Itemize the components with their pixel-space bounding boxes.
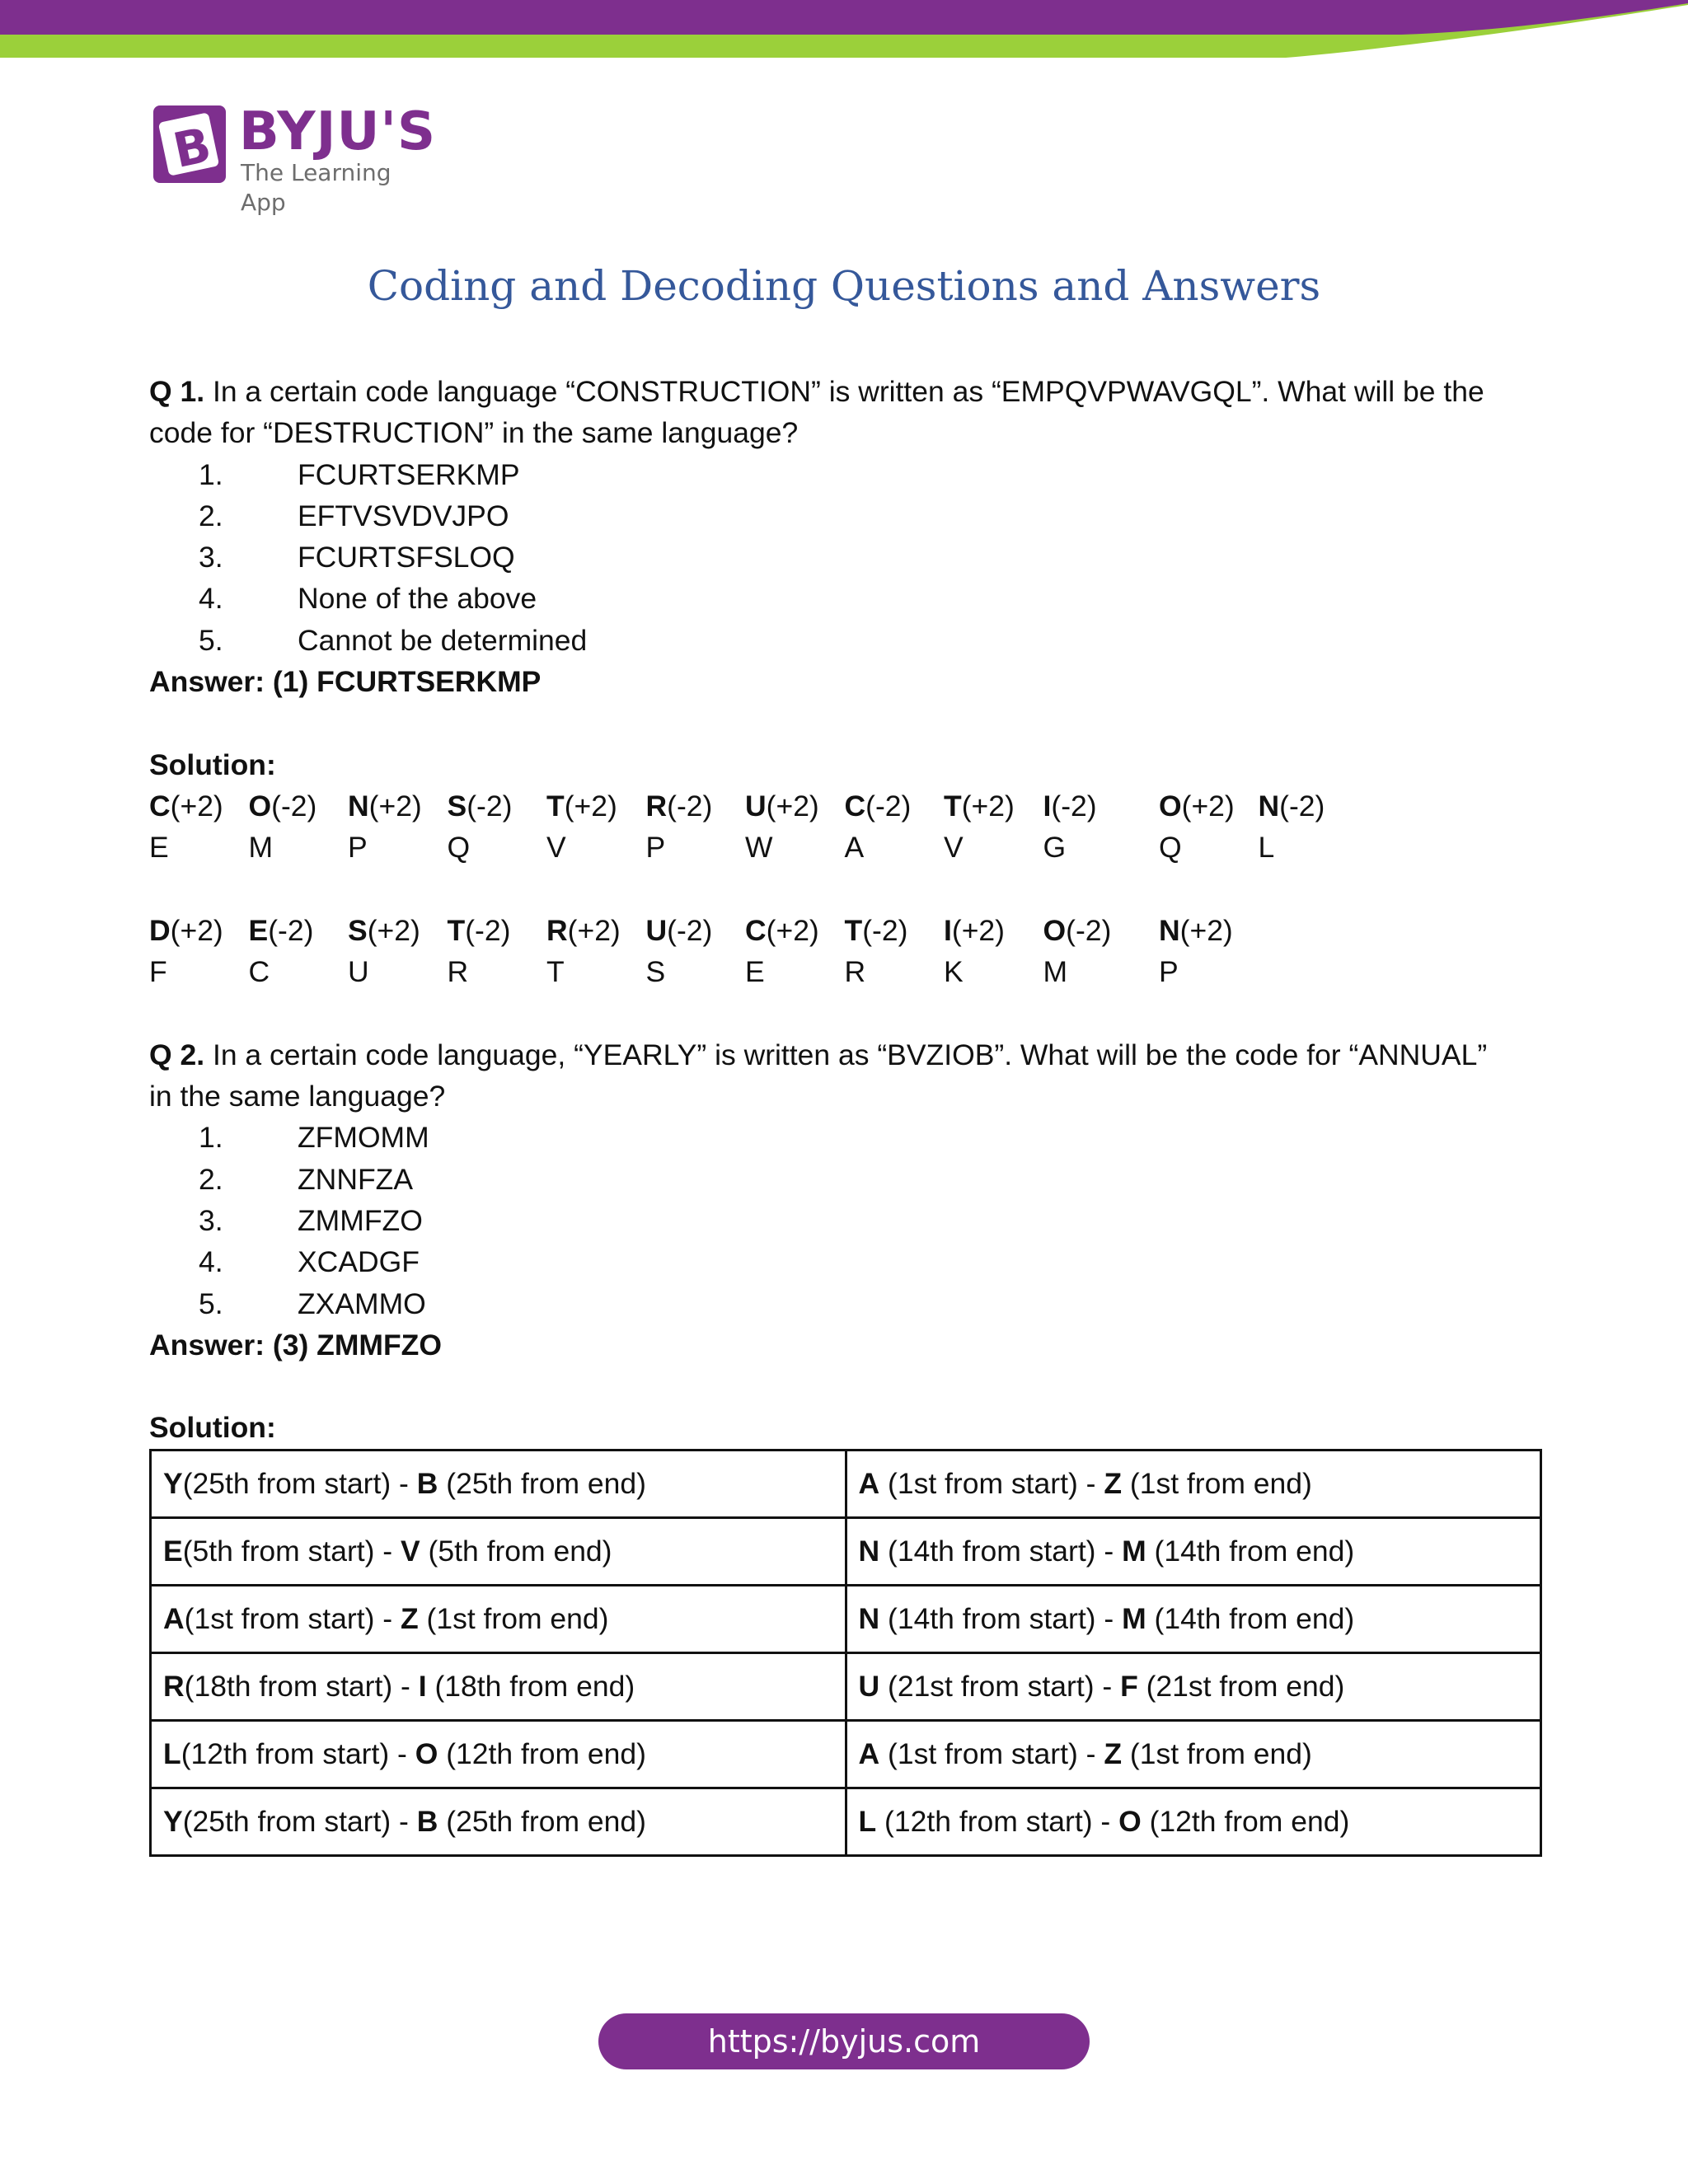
coded-letter: W	[745, 831, 773, 865]
question-1-label: Q 1.	[149, 375, 205, 408]
shift-value: (+2)	[1179, 913, 1233, 947]
option-number: 2.	[199, 1162, 223, 1196]
option-text: ZNNFZA	[298, 1162, 414, 1196]
code-letter-shift	[448, 910, 511, 951]
position-text: (14th from start) -	[879, 1534, 1123, 1568]
option-text: ZFMOMM	[298, 1121, 429, 1155]
shift-value: (-2)	[1051, 789, 1097, 823]
source-letter: T	[447, 913, 466, 947]
shift-value: (+2)	[766, 789, 819, 823]
position-text: (12th from end)	[438, 1736, 646, 1770]
position-text: (25th from start) -	[182, 1466, 417, 1500]
coded-letter: Q	[447, 831, 471, 865]
brand-name: BYJU'S	[239, 101, 437, 162]
source-letter: U	[745, 789, 767, 823]
shift-value: (+2)	[170, 913, 223, 947]
position-text: (14th from end)	[1146, 1601, 1355, 1635]
option-number: 4.	[199, 1245, 223, 1279]
code-letter-shift	[1043, 910, 1112, 951]
coded-letter: M	[248, 831, 274, 865]
source-letter: C	[745, 913, 767, 947]
coded-letter: E	[745, 955, 765, 989]
option-number: 1.	[199, 1121, 223, 1155]
source-letter: N	[1159, 913, 1180, 947]
position-text: (1st from start) -	[879, 1466, 1104, 1500]
question-1-options	[149, 454, 1542, 661]
source-letter: I	[944, 913, 952, 947]
source-letter: S	[447, 789, 467, 823]
coded-letter: M	[1122, 1601, 1146, 1635]
byjus-logo-mark-icon	[153, 105, 226, 183]
shift-value: (-2)	[667, 913, 713, 947]
coded-letter: L	[1258, 831, 1275, 865]
letter: L	[163, 1736, 181, 1770]
question-2-text-line2: in the same language?	[149, 1080, 446, 1113]
svg-text:B: B	[168, 116, 216, 180]
coded-letter: G	[1043, 831, 1067, 865]
code-letter-shift	[1259, 785, 1325, 827]
option-text: XCADGF	[298, 1245, 420, 1279]
header-banner	[0, 0, 1688, 66]
coded-letter: R	[447, 955, 469, 989]
option-item	[149, 1283, 1542, 1324]
source-letter: E	[248, 913, 269, 947]
source-letter: T	[844, 913, 863, 947]
table-row	[151, 1517, 1541, 1585]
code-letter-shift	[944, 785, 1015, 827]
shift-value: (+2)	[170, 789, 223, 823]
coded-letter: Z	[1104, 1736, 1123, 1770]
coded-letter: M	[1122, 1534, 1146, 1568]
option-text: ZMMFZO	[298, 1203, 423, 1237]
table-row	[151, 1788, 1541, 1855]
option-number: 2.	[199, 499, 223, 532]
source-letter: I	[1043, 789, 1052, 823]
position-text: (12th from start) -	[181, 1736, 415, 1770]
table-cell	[846, 1788, 1541, 1855]
position-text: (12th from start) -	[876, 1804, 1119, 1838]
coded-letter: B	[416, 1466, 438, 1500]
option-item	[149, 454, 1542, 495]
code-letter-shift	[646, 910, 713, 951]
code-letter-shift	[1159, 785, 1235, 827]
table-cell	[846, 1720, 1541, 1788]
code-letter-shift	[348, 785, 422, 827]
question-2-text-line1: In a certain code language, “YEARLY” is written as “BVZIOB”. What will be the code for “ANNUAL”	[204, 1038, 1488, 1071]
coded-letter: U	[348, 955, 369, 989]
code-letter-shift	[149, 910, 223, 951]
source-letter: N	[1258, 789, 1280, 823]
letter: A	[858, 1466, 880, 1500]
code-letter-shift	[845, 785, 912, 827]
option-item	[149, 1117, 1542, 1158]
table-row	[151, 1652, 1541, 1720]
question-2-options	[149, 1117, 1542, 1324]
shift-value: (+2)	[368, 789, 422, 823]
coded-letter: P	[348, 831, 368, 865]
source-letter: R	[546, 913, 568, 947]
option-item	[149, 1200, 1542, 1241]
coded-letter: P	[645, 831, 666, 865]
question-1-solution-label: Solution:	[149, 748, 276, 781]
letter: N	[858, 1534, 880, 1568]
question-2-label: Q 2.	[149, 1038, 205, 1071]
shift-value: (+2)	[766, 913, 819, 947]
code-letter-shift	[845, 910, 908, 951]
option-item	[149, 1241, 1542, 1282]
position-text: (25th from end)	[438, 1466, 646, 1500]
position-text: (1st from end)	[1122, 1466, 1312, 1500]
option-number: 3.	[199, 541, 223, 574]
source-letter: O	[1159, 789, 1182, 823]
table-row	[151, 1450, 1541, 1517]
code-letter-shift	[249, 785, 317, 827]
position-text: (18th from start) -	[184, 1669, 419, 1703]
letter: Y	[163, 1466, 183, 1500]
shift-value: (-2)	[667, 789, 713, 823]
letter: R	[163, 1669, 185, 1703]
source-letter: D	[149, 913, 171, 947]
question-1-text-line1: In a certain code language “CONSTRUCTION” is written as “EMPQVPWAVGQL”. What will be the	[204, 375, 1484, 408]
option-text: ZXAMMO	[298, 1286, 426, 1320]
position-text: (1st from start) -	[879, 1736, 1104, 1770]
coded-letter: V	[944, 831, 964, 865]
table-cell	[151, 1652, 846, 1720]
coded-letter: A	[844, 831, 865, 865]
code-letter-shift	[1043, 785, 1097, 827]
code-letter-shift	[646, 785, 713, 827]
position-text: (1st from start) -	[184, 1601, 401, 1635]
coded-letter: B	[416, 1804, 438, 1838]
option-number: 1.	[199, 457, 223, 491]
option-text: Cannot be determined	[298, 623, 588, 657]
coded-letter: F	[149, 955, 167, 989]
source-letter: U	[645, 913, 668, 947]
option-item	[149, 537, 1542, 578]
table-cell	[151, 1720, 846, 1788]
option-text: None of the above	[298, 582, 537, 616]
table-cell	[151, 1517, 846, 1585]
source-letter: C	[844, 789, 866, 823]
shift-value: (-2)	[862, 913, 908, 947]
letter: E	[163, 1534, 183, 1568]
coded-letter: I	[418, 1669, 427, 1703]
coded-letter: Z	[1104, 1466, 1123, 1500]
letter: U	[858, 1669, 880, 1703]
position-text: (12th from end)	[1141, 1804, 1350, 1838]
question-1-code-row-2	[149, 910, 1542, 993]
position-text: (25th from end)	[438, 1804, 646, 1838]
code-letter-shift	[448, 785, 513, 827]
code-letter-shift	[745, 785, 819, 827]
letter: A	[858, 1736, 880, 1770]
position-text: (1st from end)	[418, 1601, 609, 1635]
coded-letter: O	[1118, 1804, 1142, 1838]
byjus-logo	[153, 101, 442, 216]
shift-value: (+2)	[367, 913, 420, 947]
option-item	[149, 1159, 1542, 1200]
question-1-code-row-1	[149, 785, 1542, 869]
shift-value: (-2)	[268, 913, 314, 947]
option-number: 3.	[199, 1203, 223, 1237]
position-text: (18th from end)	[426, 1669, 635, 1703]
source-letter: T	[546, 789, 565, 823]
coded-letter: Q	[1159, 831, 1182, 865]
letter: N	[858, 1601, 880, 1635]
coded-letter: T	[546, 955, 565, 989]
source-letter: O	[1043, 913, 1067, 947]
letter: L	[858, 1804, 877, 1838]
option-item	[149, 578, 1542, 619]
table-cell	[151, 1450, 846, 1517]
coded-letter: M	[1043, 955, 1068, 989]
code-letter-shift	[249, 910, 314, 951]
question-2	[149, 1034, 1542, 1076]
coded-letter: V	[546, 831, 566, 865]
coded-letter: C	[248, 955, 270, 989]
option-number: 4.	[199, 582, 223, 616]
position-text: (25th from start) -	[182, 1804, 417, 1838]
shift-value: (+2)	[951, 913, 1005, 947]
shift-value: (-2)	[467, 789, 513, 823]
question-1-text-line2: code for “DESTRUCTION” in the same language?	[149, 416, 799, 450]
code-letter-shift	[149, 785, 223, 827]
document-content	[149, 371, 1542, 1857]
position-text: (1st from end)	[1122, 1736, 1312, 1770]
shift-value: (+2)	[961, 789, 1015, 823]
coded-letter: R	[844, 955, 866, 989]
position-text: (21st from start) -	[879, 1669, 1121, 1703]
coded-letter: K	[944, 955, 964, 989]
position-text: (21st from end)	[1137, 1669, 1345, 1703]
coded-letter: S	[645, 955, 666, 989]
code-letter-shift	[745, 910, 819, 951]
option-item	[149, 620, 1542, 661]
shift-value: (+2)	[564, 789, 617, 823]
question-1-answer: Answer: (1) FCURTSERKMP	[149, 665, 542, 699]
table-row	[151, 1585, 1541, 1652]
code-letter-shift	[348, 910, 420, 951]
shift-value: (-2)	[1066, 913, 1112, 947]
question-1	[149, 371, 1542, 412]
option-number: 5.	[199, 1286, 223, 1320]
source-letter: N	[348, 789, 369, 823]
brand-tagline: The Learning App	[241, 159, 392, 216]
source-letter: O	[248, 789, 272, 823]
position-text: (14th from end)	[1146, 1534, 1355, 1568]
table-row	[151, 1720, 1541, 1788]
shift-value: (-2)	[465, 913, 511, 947]
table-cell	[846, 1585, 1541, 1652]
coded-letter: O	[415, 1736, 438, 1770]
position-text: (5th from start) -	[182, 1534, 401, 1568]
footer-url-link[interactable]: https://byjus.com	[598, 2013, 1090, 2069]
position-text: (14th from start) -	[879, 1601, 1123, 1635]
letter: Y	[163, 1804, 183, 1838]
question-2-solution-label: Solution:	[149, 1411, 276, 1445]
question-2-solution-table	[149, 1449, 1542, 1857]
shift-value: (-2)	[271, 789, 317, 823]
table-cell	[151, 1788, 846, 1855]
option-text: EFTVSVDVJPO	[298, 499, 509, 532]
letter: A	[163, 1601, 185, 1635]
coded-letter: E	[149, 831, 169, 865]
table-cell	[846, 1450, 1541, 1517]
coded-letter: V	[401, 1534, 420, 1568]
code-letter-shift	[546, 910, 621, 951]
code-letter-shift	[944, 910, 1005, 951]
source-letter: T	[944, 789, 962, 823]
table-cell	[846, 1517, 1541, 1585]
option-number: 5.	[199, 623, 223, 657]
code-letter-shift	[1159, 910, 1233, 951]
coded-letter: P	[1159, 955, 1179, 989]
shift-value: (-2)	[1279, 789, 1325, 823]
table-cell	[846, 1652, 1541, 1720]
option-item	[149, 495, 1542, 537]
question-2-answer: Answer: (3) ZMMFZO	[149, 1328, 442, 1361]
position-text: (5th from end)	[420, 1534, 612, 1568]
option-text: FCURTSERKMP	[298, 457, 520, 491]
coded-letter: F	[1120, 1669, 1138, 1703]
shift-value: (-2)	[865, 789, 912, 823]
source-letter: C	[149, 789, 171, 823]
source-letter: S	[348, 913, 368, 947]
code-letter-shift	[546, 785, 617, 827]
table-cell	[151, 1585, 846, 1652]
shift-value: (+2)	[567, 913, 621, 947]
shift-value: (+2)	[1181, 789, 1235, 823]
page-title: Coding and Decoding Questions and Answers	[367, 262, 1321, 310]
coded-letter: Z	[400, 1601, 419, 1635]
source-letter: R	[645, 789, 668, 823]
option-text: FCURTSFSLOQ	[298, 541, 515, 574]
